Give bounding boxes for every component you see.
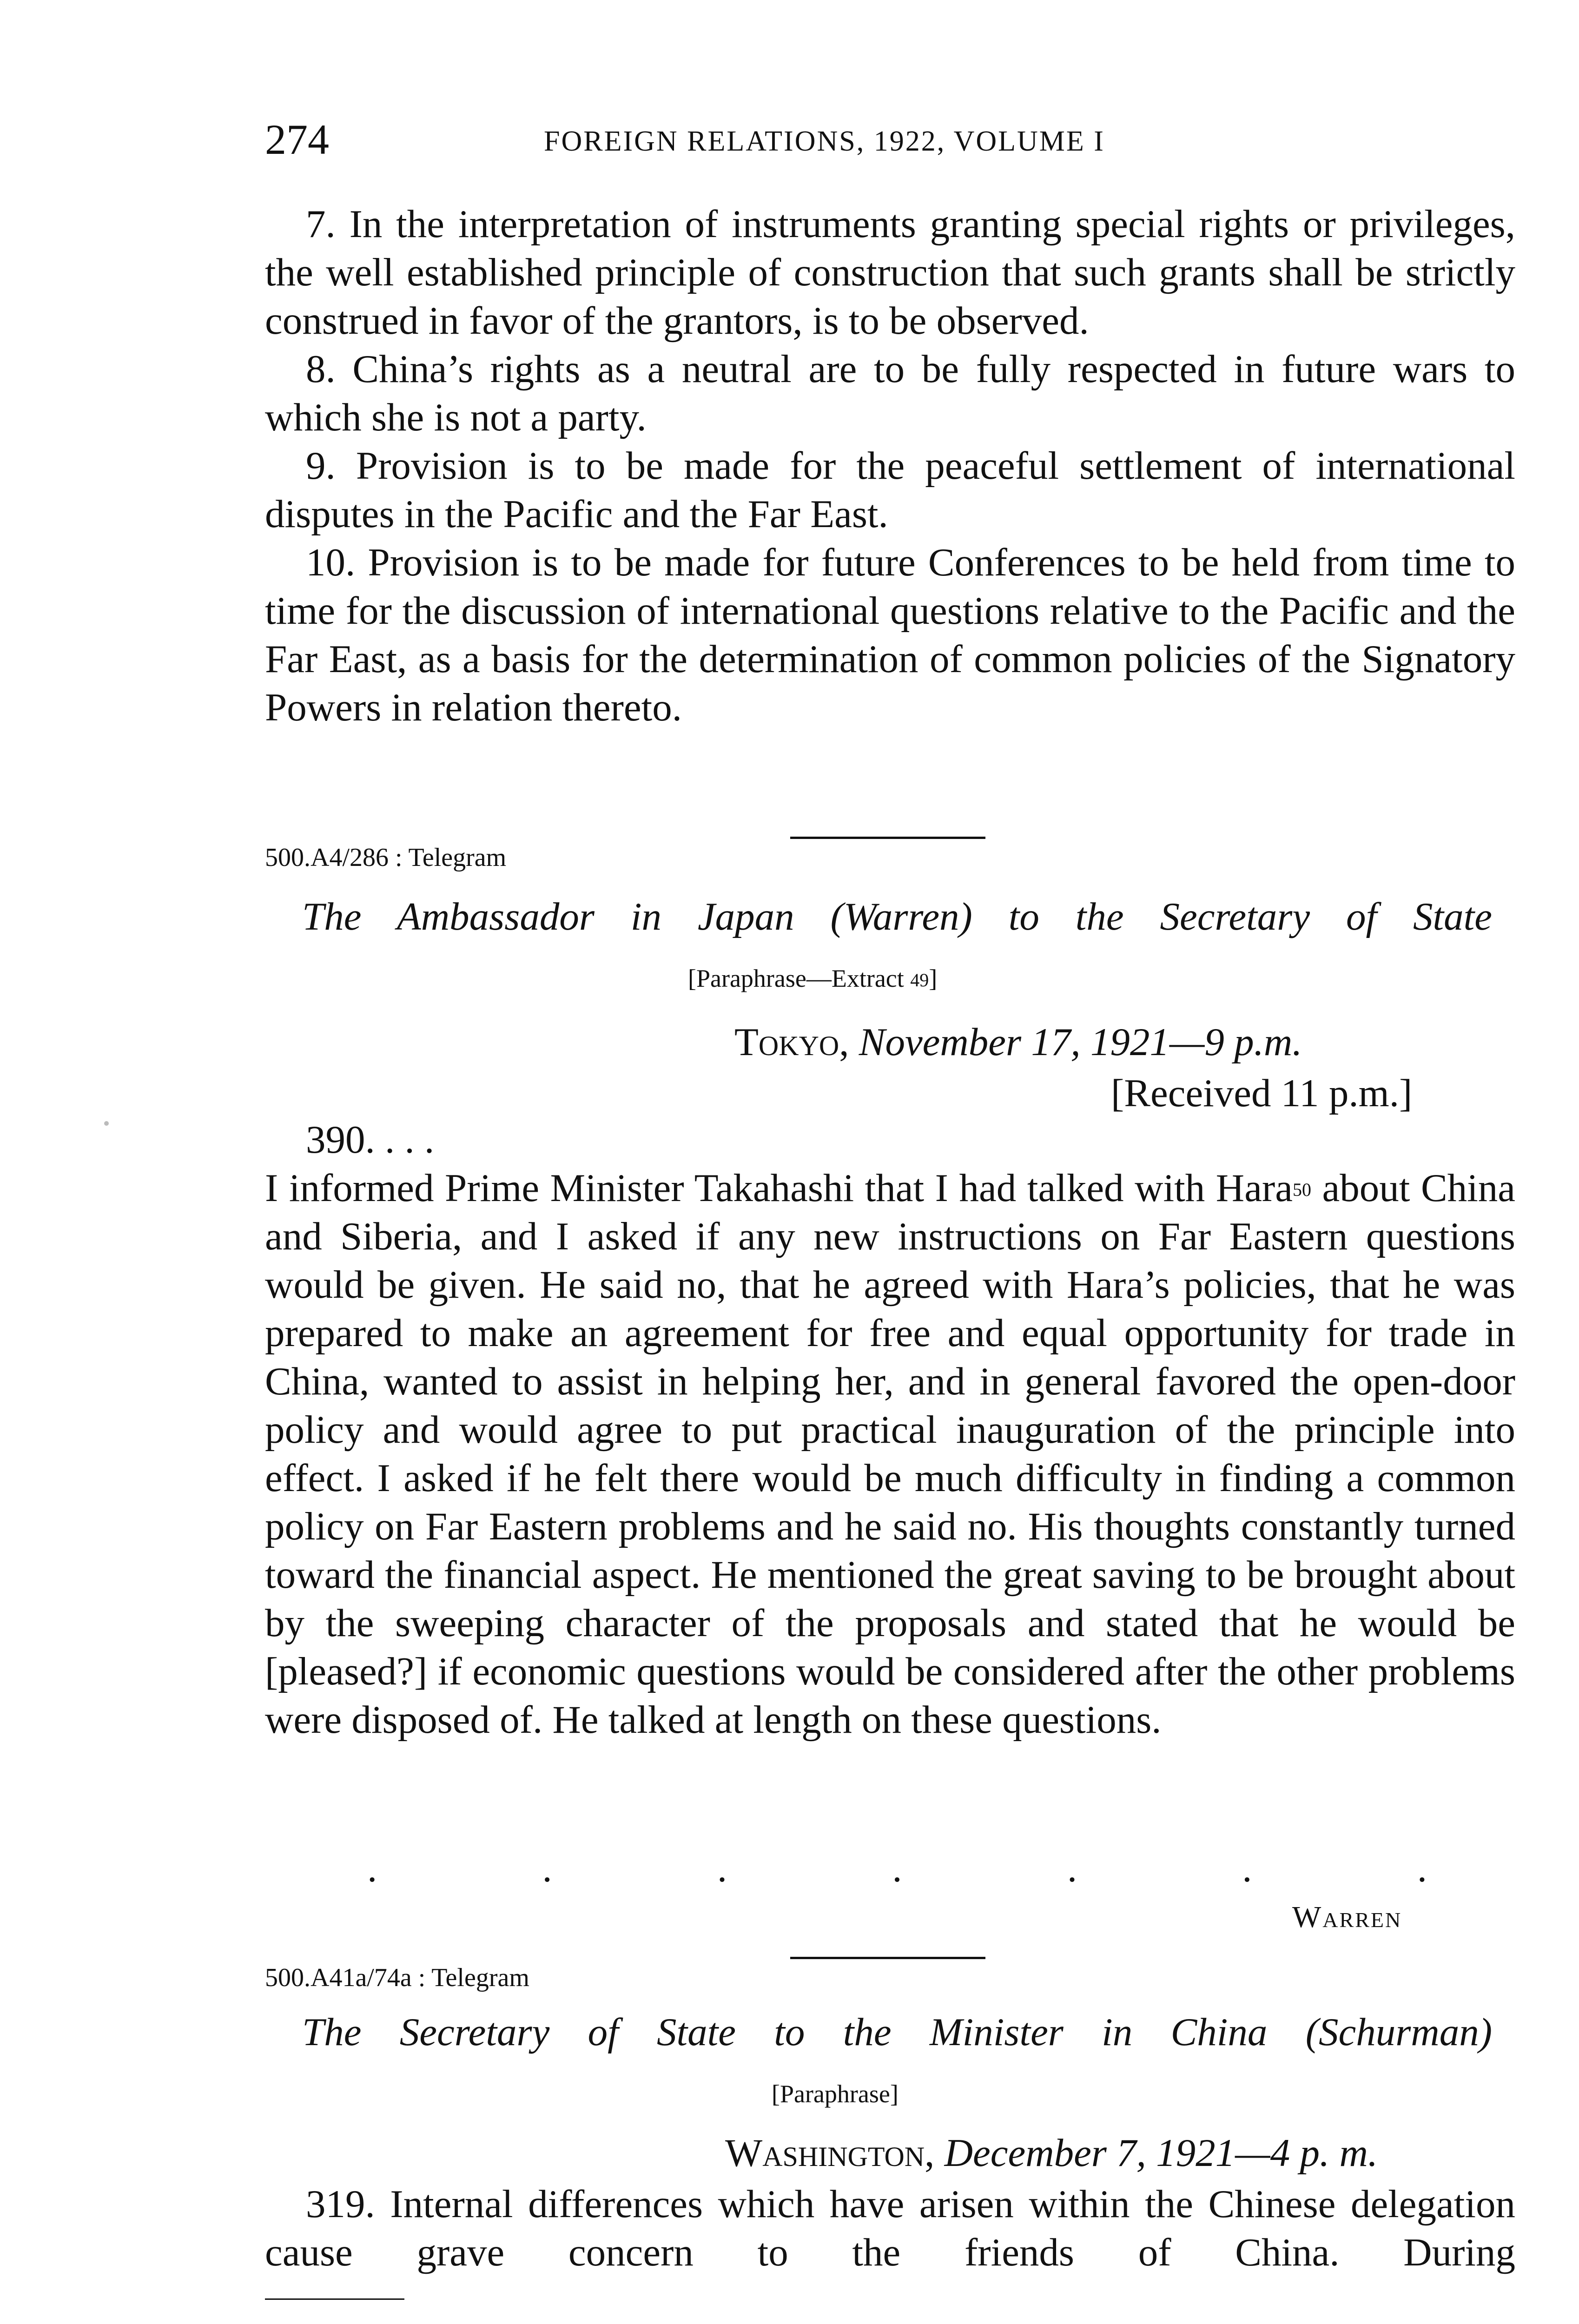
telegram-body-2: [265, 2180, 1515, 2277]
section-divider: [790, 837, 985, 839]
paragraph-10: 10. Provision is to be made for future Conferences to be held from time to time for the discussion of international questions relative to the Pacific and the Far East, as a basis for the determination of common policies of the Signatory Powers in relation thereto.: [265, 541, 1515, 729]
paragraph-8: 8. China’s rights as a neutral are to be fully respected in future wars to which she is not a party.: [265, 347, 1515, 439]
paraphrase-note: [688, 962, 937, 995]
section-divider-2: [790, 1957, 985, 1959]
ellipsis-row: [367, 1847, 1427, 1890]
footnote-ref-50: 50: [1292, 1179, 1311, 1200]
ellipsis-dot: .: [1242, 1847, 1252, 1890]
ellipsis-dot: .: [1417, 1847, 1427, 1890]
running-title: FOREIGN RELATIONS, 1922, VOLUME I: [544, 125, 1105, 157]
footnote-ref-49: 49: [910, 970, 929, 990]
telegram-number: 390. . . .: [306, 1118, 435, 1162]
page-number: 274: [265, 116, 329, 163]
dispatch-date-2: December 7, 1921—4 p. m.: [944, 2131, 1378, 2175]
ellipsis-dot: .: [1067, 1847, 1077, 1890]
page-header: [265, 114, 1492, 170]
paragraph-9: 9. Provision is to be made for the peaceful settlement of international disputes in the Pacific and the Far East.: [265, 444, 1515, 536]
file-number: 500.A4/286 : Telegram: [265, 843, 507, 872]
document-heading-2: The Secretary of State to the Minister in China (Schurman): [302, 2010, 1492, 2054]
telegram-text-part2: about China and Siberia, and I asked if any new instructions on Far Eastern questions would be given. He said no, that he agreed with Hara’s policies, that he was prepared to make an agreement for free and equal opportunity for trade in China, wanted to assist in helping her, and in general favored the open-door policy and would agree to put practical inauguration of the principle into effect. I asked if he felt there would be much difficulty in finding a common policy on Far Eastern problems and he said no. His thoughts constantly turned toward the financial aspect. He mentioned the great saving to be brought about by the sweeping character of the proposals and stated that he would be [pleased?] if economic questions would be considered after the other problems were disposed of. He talked at length on these questions.: [265, 1166, 1515, 1742]
paragraph-7: 7. In the interpretation of instruments granting special rights or privileges, the well established principle of construction that such grants shall be strictly construed in favor of the grantors, is to be observed.: [265, 202, 1515, 343]
scan-speck: [104, 1121, 109, 1126]
footnote-rule: [265, 2298, 404, 2300]
telegram-body: [265, 1116, 1515, 1744]
telegram-text-2: 319. Internal differences which have arisen within the Chinese delegation cause grave concern to the friends of China. During: [265, 2182, 1515, 2274]
ellipsis-dot: .: [892, 1847, 902, 1890]
ellipsis-dot: .: [717, 1847, 727, 1890]
place-name: Tokyo,: [734, 1020, 849, 1064]
place-date-line-2: [725, 2129, 1378, 2177]
ellipsis-dot: .: [542, 1847, 552, 1890]
telegram-text: [265, 1164, 1515, 1744]
telegram-text-part1: I informed Prime Minister Takahashi that I had talked with Hara: [265, 1166, 1293, 1210]
paraphrase-note-text: [Paraphrase—Extract: [688, 964, 911, 992]
ellipsis-dot: .: [367, 1847, 377, 1890]
dispatch-date: November 17, 1921—9 p.m.: [859, 1020, 1302, 1064]
paraphrase-note-end: ]: [929, 964, 938, 992]
paraphrase-note-2: [Paraphrase]: [772, 2080, 899, 2108]
place-date-line: [734, 1018, 1302, 1066]
file-number-2: 500.A41a/74a : Telegram: [265, 1963, 529, 1992]
document-heading: The Ambassador in Japan (Warren) to the Secretary of State: [302, 895, 1492, 938]
place-name-2: Washington,: [725, 2131, 935, 2175]
top-paragraphs: [265, 200, 1515, 732]
signer-name: Warren: [1292, 1900, 1402, 1934]
received-line: [Received 11 p.m.]: [1111, 1071, 1413, 1115]
